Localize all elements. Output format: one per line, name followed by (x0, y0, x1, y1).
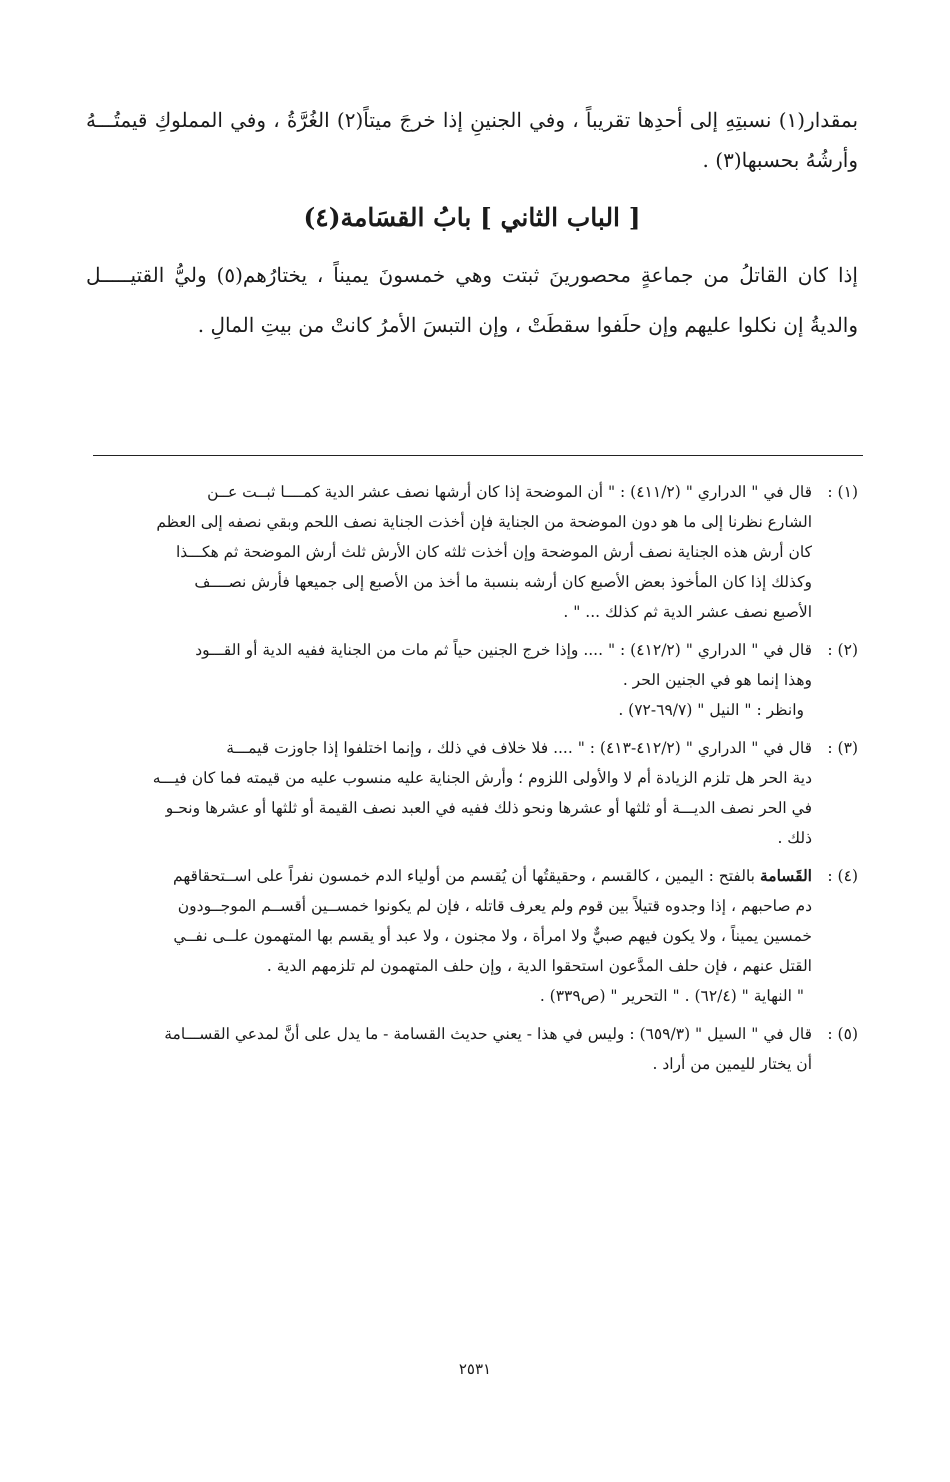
footnote-divider (93, 455, 863, 456)
footnote-line: قال في " السيل " (٦٥٩/٣) : وليس في هذا - يعني حديث القسامة - ما يدل على أنَّ لمدعي القســـامة (164, 1025, 812, 1043)
footnote-2 (86, 635, 858, 725)
main-paragraph-2: إذا كان القاتلُ من جماعةٍ محصورينَ ثبتت وهي خمسونَ يميناً ، يختارُهم(٥) وليُّ القتيـــــل والديةُ إن نكلوا عليهم وإن حلَفوا سقطَتْ ، وإن التبسَ الأمرُ كانتْ من بيتِ المالِ . (86, 263, 858, 337)
footnote-body (86, 1019, 812, 1079)
footnote-number: (٤) : (827, 867, 858, 885)
page-number: ٢٥٣١ (458, 1360, 492, 1378)
footnote-3 (86, 733, 858, 853)
footnote-line (86, 861, 812, 891)
footnote-line: وهذا إنما هو في الجنين الحر . (622, 671, 812, 689)
footnote-line: وكذلك إذا كان المأخوذ بعض الأصبع كان أرشه بنسبة ما أخذ من الأصبع إلى جميعها فأرش نصــــف (194, 573, 812, 591)
footnote-line: قال في " الدراري " (٤١٢/٢) : " .... وإذا خرج الجنين حياً ثم مات من الجناية ففيه الدية أو القـــود (195, 641, 812, 659)
footnote-number: (١) : (827, 483, 858, 501)
footnote-line: القتل عنهم ، فإن حلف المدَّعون استحقوا الدية ، وإن حلف المتهمون لم تلزمهم الدية . (266, 957, 812, 975)
footnote-line-text: بالفتح : اليمين ، كالقسم ، وحقيقتُها أن يُقسم من أولياء الدم خمسون نفراً على اســتحقاقهم (173, 867, 756, 885)
footnote-line: في الحر نصف الديـــة أو ثلثها أو عشرها ونحو ذلك ففيه في العبد نصف القيمة أو ثلثها أو عشرها ونحـو (165, 799, 812, 817)
footnote-number: (٥) : (827, 1025, 858, 1043)
footnote-line: الأصبع نصف عشر الدية ثم كذلك ... " . (563, 603, 812, 621)
footnotes (86, 477, 858, 1087)
footnote-reference: " النهاية " (٦٢/٤) . " التحرير " (ص٣٣٩) . (539, 987, 804, 1005)
footnote-body (86, 477, 812, 627)
footnote-body (86, 733, 812, 853)
footnote-line: كان أرش هذه الجناية نصف أرش الموضحة وإن أخذت ثلثه كان الأرش ثلث أرش الموضحة ثم هكـــذا (175, 543, 812, 561)
main-paragraph-1: بمقدار(١) نسبتِهِ إلى أحدِها تقريباً ، وفي الجنينِ إذا خرجَ ميتاً(٢) الغُرَّةُ ، وفي المملوكِ قيمتُـــهُ وأرشُهُ بحسبها(٣) . (86, 108, 859, 172)
footnote-line: أن يختار لليمين من أراد . (652, 1055, 812, 1073)
footnote-line: الشارع نظرنا إلى ما هو دون الموضحة من الجناية فإن أخذت الجناية نصف اللحم وبقي نصفه إلى العظم (156, 513, 812, 531)
footnote-number: (٢) : (827, 641, 858, 659)
footnote-number: (٣) : (827, 739, 858, 757)
footnote-body (86, 635, 812, 725)
footnote-term: القَسامة (759, 866, 812, 885)
main-text (86, 100, 858, 350)
footnote-line: خمسين يميناً ، ولا يكون فيهم صبيٌّ ولا امرأة ، ولا مجنون ، ولا عبد أو يقسم بها المتهمون علــى نفــي (173, 927, 812, 945)
footnote-line: ذلك . (777, 829, 812, 847)
footnote-1 (86, 477, 858, 627)
footnote-body (86, 861, 812, 1011)
footnote-line: دية الحر هل تلزم الزيادة أم لا والأولى اللزوم ؛ وأرش الجناية عليه منسوب عليه من قيمته فما كان فيـــه (152, 769, 812, 787)
footnote-line: قال في " الدراري " (٤١١/٢) : " أن الموضحة إذا كان أرشها نصف عشر الدية كمــــا ثبــت عــن (207, 483, 812, 501)
footnote-4 (86, 861, 858, 1011)
footnote-5 (86, 1019, 858, 1079)
chapter-heading: [ الباب الثاني ] بابُ القسَامة(٤) (303, 203, 641, 232)
footnote-reference: وانظر : " النيل " (٦٩/٧-٧٢) . (618, 701, 804, 719)
footnote-line: دم صاحبهم ، إذا وجدوه قتيلاً بين قوم ولم يعرف قاتله ، فإن لم يكونوا خمســين أقســم الموجــودون (177, 897, 812, 915)
footnote-line: قال في " الدراري " (٤١٢/٢-٤١٣) : " .... فلا خلاف في ذلك ، وإنما اختلفوا إذا جاوزت قيمـــة (226, 739, 812, 757)
